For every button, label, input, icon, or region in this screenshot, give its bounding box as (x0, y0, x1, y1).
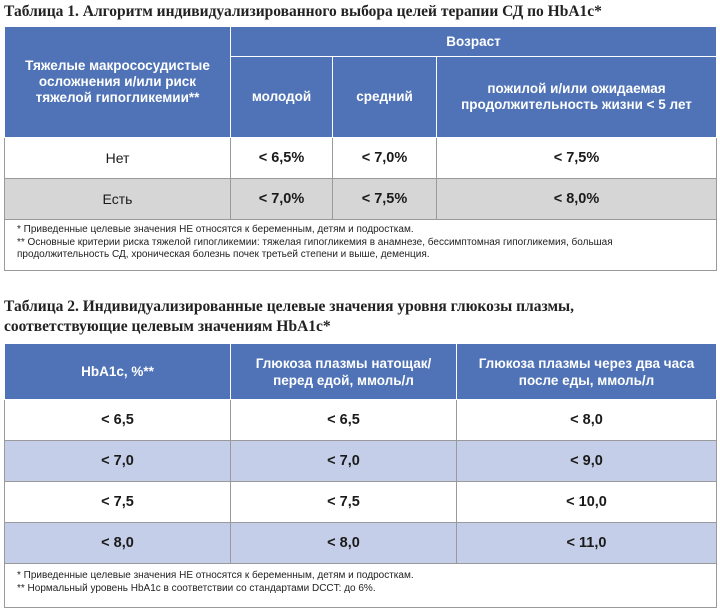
table-row (5, 441, 717, 482)
table-cell: < 7,0 (231, 441, 457, 482)
age-header: Возраст (231, 27, 717, 57)
table-row (5, 523, 717, 564)
complications-risk-header: Тяжелые макрососудистые осложнения и/или риск тяжелой гипогликемии** (5, 27, 231, 138)
row-label-yes: Есть (5, 179, 231, 220)
footnote: * Приведенные целевые значения НЕ относятся к беременным, детям и подросткам. (17, 570, 414, 581)
footnote: ** Нормальный уровень HbA1c в соответствии со стандартами DCCT: до 6%. (17, 582, 376, 594)
table2-caption-line2: соответствующие целевым значениям HbA1c* (4, 318, 331, 335)
table-cell: < 7,0% (231, 179, 333, 220)
hba1c-target-table (4, 26, 717, 271)
row-label-no: Нет (5, 138, 231, 179)
glucose-target-table (4, 343, 717, 608)
footnote: * Приведенные целевые значения НЕ относятся к беременным, детям и подросткам. (17, 224, 414, 235)
hba1c-header: HbA1c, %** (5, 344, 231, 400)
table-cell: < 7,0 (5, 441, 231, 482)
table-cell: < 8,0 (5, 523, 231, 564)
age-young-header: молодой (231, 57, 333, 138)
table-cell: < 7,5% (437, 138, 717, 179)
table-cell: < 7,0% (333, 138, 437, 179)
footnote: ** Основные критерии риска тяжелой гипогликемии: тяжелая гипогликемия в анамнезе, бессимптомная гипогликемия, большая продолжительность СД, хроническая болезнь почек третьей степени и выше, деменция. (17, 236, 613, 260)
table-cell: < 6,5 (5, 400, 231, 441)
table1-caption: Таблица 1. Алгоритм индивидуализированного выбора целей терапии СД по HbA1c* (4, 3, 602, 20)
table-cell: < 7,5 (5, 482, 231, 523)
table-cell: < 11,0 (457, 523, 717, 564)
table1-footnotes (5, 220, 717, 271)
table2-footnotes (5, 564, 717, 608)
table-cell: < 9,0 (457, 441, 717, 482)
age-elderly-header: пожилой и/или ожидаемая продолжительность жизни < 5 лет (437, 57, 717, 138)
fasting-glucose-header: Глюкоза плазмы натощак/ перед едой, ммоль/л (231, 344, 457, 400)
table-cell: < 6,5 (231, 400, 457, 441)
age-middle-header: средний (333, 57, 437, 138)
table-row (5, 482, 717, 523)
table-row (5, 179, 717, 220)
table-cell: < 10,0 (457, 482, 717, 523)
table-cell: < 8,0 (457, 400, 717, 441)
table-row (5, 400, 717, 441)
postprandial-glucose-header: Глюкоза плазмы через два часа после еды, ммоль/л (457, 344, 717, 400)
table-cell: < 6,5% (231, 138, 333, 179)
table-cell: < 7,5% (333, 179, 437, 220)
table-cell: < 7,5 (231, 482, 457, 523)
table-cell: < 8,0% (437, 179, 717, 220)
table2-caption-line1: Таблица 2. Индивидуализированные целевые значения уровня глюкозы плазмы, (4, 298, 575, 315)
table2-caption (4, 297, 574, 337)
table-row (5, 138, 717, 179)
table-cell: < 8,0 (231, 523, 457, 564)
